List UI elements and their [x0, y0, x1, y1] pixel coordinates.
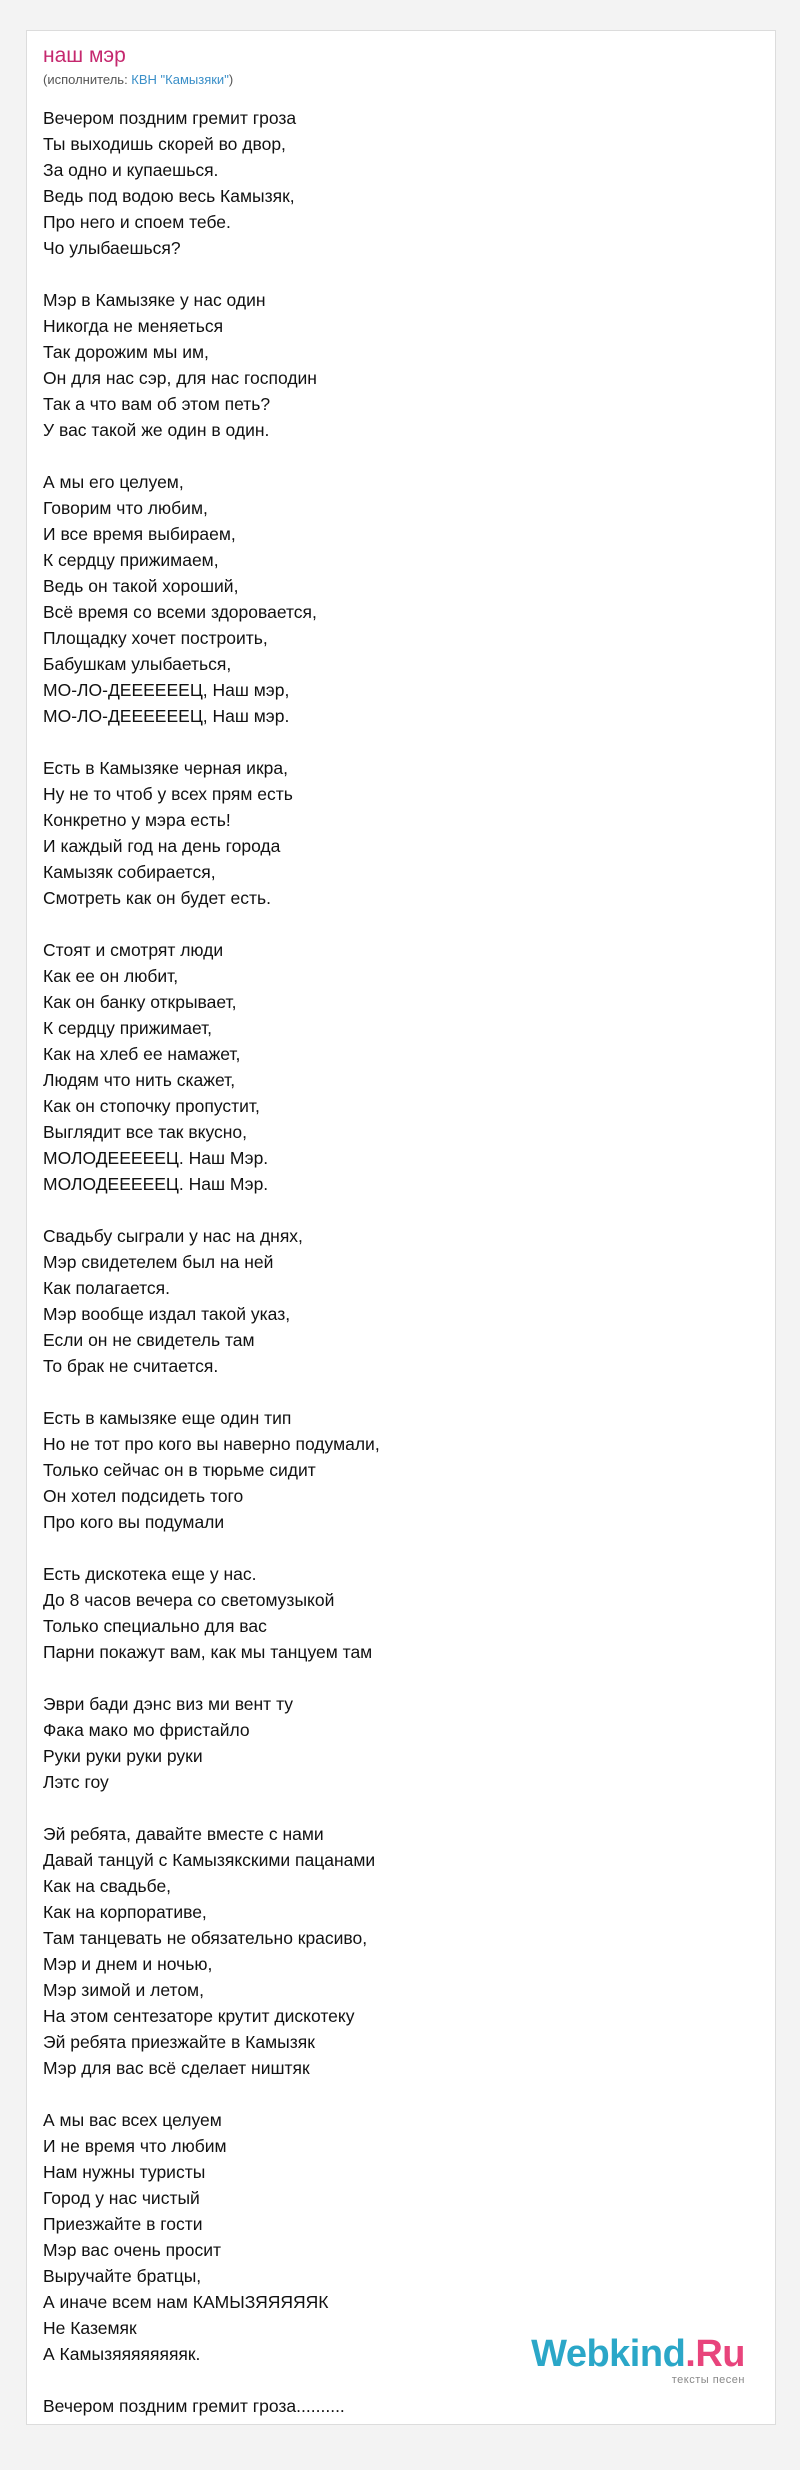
lyrics-line: МОЛОДЕЕЕЕЕЦ. Наш Мэр.	[43, 1174, 269, 1194]
lyrics-line: Как полагается.	[43, 1278, 171, 1298]
lyrics-body	[43, 105, 380, 2445]
lyrics-line: Эври бади дэнс виз ми вент ту	[43, 1694, 294, 1714]
lyrics-line: Никогда не меняеться	[43, 316, 224, 336]
lyrics-stanza	[43, 1223, 380, 1379]
lyrics-stanza	[43, 469, 380, 729]
lyrics-stanza	[43, 1691, 380, 1795]
lyrics-line: Выглядит все так вкусно,	[43, 1122, 248, 1142]
lyrics-line: Он для нас сэр, для нас господин	[43, 368, 317, 388]
lyrics-line: Камызяк собирается,	[43, 862, 216, 882]
lyrics-line: МО-ЛО-ДЕЕЕЕЕЕЦ, Наш мэр.	[43, 706, 290, 726]
lyrics-line: Так дорожим мы им,	[43, 342, 209, 362]
lyrics-line: Если он не свидетель там	[43, 1330, 255, 1350]
lyrics-line: Ну не то чтоб у всех прям есть	[43, 784, 293, 804]
lyrics-line: Людям что нить скажет,	[43, 1070, 236, 1090]
lyrics-line: Всё время со всеми здоровается,	[43, 602, 317, 622]
lyrics-line: К сердцу прижимаем,	[43, 550, 219, 570]
lyrics-stanza	[43, 105, 380, 261]
lyrics-line: МОЛОДЕЕЕЕЕЦ. Наш Мэр.	[43, 1148, 269, 1168]
lyrics-line: Лэтс гоу	[43, 1772, 109, 1792]
lyrics-line: Мэр свидетелем был на ней	[43, 1252, 274, 1272]
lyrics-line: На этом сентезаторе крутит дискотеку	[43, 2006, 355, 2026]
lyrics-line: Площадку хочет построить,	[43, 628, 268, 648]
lyrics-stanza	[43, 1561, 380, 1665]
lyrics-line: Мэр вас очень просит	[43, 2240, 222, 2260]
lyrics-stanza	[43, 755, 380, 911]
lyrics-line: Так а что вам об этом петь?	[43, 394, 271, 414]
lyrics-line: Выручайте братцы,	[43, 2266, 202, 2286]
lyrics-line: Эй ребята приезжайте в Камызяк	[43, 2032, 315, 2052]
lyrics-line: Конкретно у мэра есть!	[43, 810, 231, 830]
lyrics-line: Смотреть как он будет есть.	[43, 888, 271, 908]
lyrics-stanza	[43, 937, 380, 1197]
lyrics-line: Вечером поздним гремит гроза	[43, 108, 297, 128]
lyrics-line: МО-ЛО-ДЕЕЕЕЕЕЦ, Наш мэр,	[43, 680, 290, 700]
lyrics-line: Есть в камызяке еще один тип	[43, 1408, 292, 1428]
logo-tagline: тексты песен	[671, 2374, 745, 2386]
song-header	[43, 43, 233, 89]
lyrics-line: Мэр для вас всё сделает ништяк	[43, 2058, 310, 2078]
lyrics-line: И не время что любим	[43, 2136, 227, 2156]
lyrics-line: Как ее он любит,	[43, 966, 179, 986]
lyrics-line: Есть дискотека еще у нас.	[43, 1564, 257, 1584]
lyrics-line: Город у нас чистый	[43, 2188, 200, 2208]
performer-link[interactable]: КВН "Камызяки"	[131, 72, 229, 87]
lyrics-line: Ведь под водою весь Камызяк,	[43, 186, 295, 206]
lyrics-line: Но не тот про кого вы наверно подумали,	[43, 1434, 380, 1454]
lyrics-line: Эй ребята, давайте вместе с нами	[43, 1824, 324, 1844]
lyrics-line: И каждый год на день города	[43, 836, 281, 856]
lyrics-line: Как на хлеб ее намажет,	[43, 1044, 241, 1064]
song-title: наш мэр	[43, 44, 126, 67]
lyrics-line: А мы вас всех целуем	[43, 2110, 222, 2130]
lyrics-line: Как он банку открывает,	[43, 992, 237, 1012]
lyrics-line: Как он стопочку пропустит,	[43, 1096, 260, 1116]
lyrics-line: Мэр зимой и летом,	[43, 1980, 204, 2000]
lyrics-line: Вечером поздним гремит гроза..........	[43, 2396, 345, 2416]
lyrics-stanza	[43, 1405, 380, 1535]
performer-line	[43, 71, 233, 89]
lyrics-line: Мэр и днем и ночью,	[43, 1954, 213, 1974]
lyrics-line: Нам нужны туристы	[43, 2162, 206, 2182]
lyrics-line: Там танцевать не обязательно красиво,	[43, 1928, 368, 1948]
lyrics-line: Давай танцуй с Камызякскими пацанами	[43, 1850, 376, 1870]
performer-prefix: (исполнитель:	[43, 72, 132, 87]
lyrics-line: А мы его целуем,	[43, 472, 184, 492]
lyrics-line: И все время выбираем,	[43, 524, 236, 544]
lyrics-line: Как на корпоративе,	[43, 1902, 207, 1922]
lyrics-line: Руки руки руки руки	[43, 1746, 203, 1766]
lyrics-stanza	[43, 2107, 380, 2367]
lyrics-line: Мэр в Камызяке у нас один	[43, 290, 266, 310]
lyrics-line: Мэр вообще издал такой указ,	[43, 1304, 291, 1324]
lyrics-line: Не Каземяк	[43, 2318, 137, 2338]
lyrics-line: Про кого вы подумали	[43, 1512, 225, 1532]
logo-wordmark	[531, 2335, 745, 2373]
lyrics-line: До 8 часов вечера со светомузыкой	[43, 1590, 335, 1610]
webkind-logo[interactable]	[531, 2335, 745, 2386]
lyrics-line: Говорим что любим,	[43, 498, 208, 518]
lyrics-line: Парни покажут вам, как мы танцуем там	[43, 1642, 373, 1662]
lyrics-line: Ведь он такой хороший,	[43, 576, 239, 596]
lyrics-line: А Камызяяяяяяяяк.	[43, 2344, 201, 2364]
lyrics-line: Фака мако мо фристайло	[43, 1720, 250, 1740]
lyrics-stanza	[43, 1821, 380, 2081]
lyrics-line: Ты выходишь скорей во двор,	[43, 134, 286, 154]
lyrics-line: У вас такой же один в один.	[43, 420, 270, 440]
lyrics-stanza	[43, 287, 380, 443]
lyrics-line: За одно и купаешься.	[43, 160, 219, 180]
lyrics-line: Приезжайте в гости	[43, 2214, 203, 2234]
logo-main-text: Webkind	[531, 2333, 686, 2375]
logo-tld: .Ru	[685, 2333, 745, 2375]
lyrics-line: Он хотел подсидеть того	[43, 1486, 244, 1506]
lyrics-line: Про него и споем тебе.	[43, 212, 231, 232]
lyrics-line: Только специально для вас	[43, 1616, 267, 1636]
lyrics-line: Чо улыбаешься?	[43, 238, 181, 258]
lyrics-line: Стоят и смотрят люди	[43, 940, 224, 960]
lyrics-line: Есть в Камызяке черная икра,	[43, 758, 288, 778]
lyrics-line: То брак не считается.	[43, 1356, 219, 1376]
performer-suffix: )	[228, 72, 234, 87]
lyrics-line: Как на свадьбе,	[43, 1876, 172, 1896]
lyrics-line: Бабушкам улыбаеться,	[43, 654, 232, 674]
lyrics-line: А иначе всем нам КАМЫЗЯЯЯЯЯК	[43, 2292, 329, 2312]
lyrics-stanza	[43, 2393, 380, 2419]
lyrics-line: Только сейчас он в тюрьме сидит	[43, 1460, 316, 1480]
lyrics-line: Свадьбу сыграли у нас на днях,	[43, 1226, 303, 1246]
lyrics-line: К сердцу прижимает,	[43, 1018, 213, 1038]
lyrics-card	[26, 30, 776, 2425]
